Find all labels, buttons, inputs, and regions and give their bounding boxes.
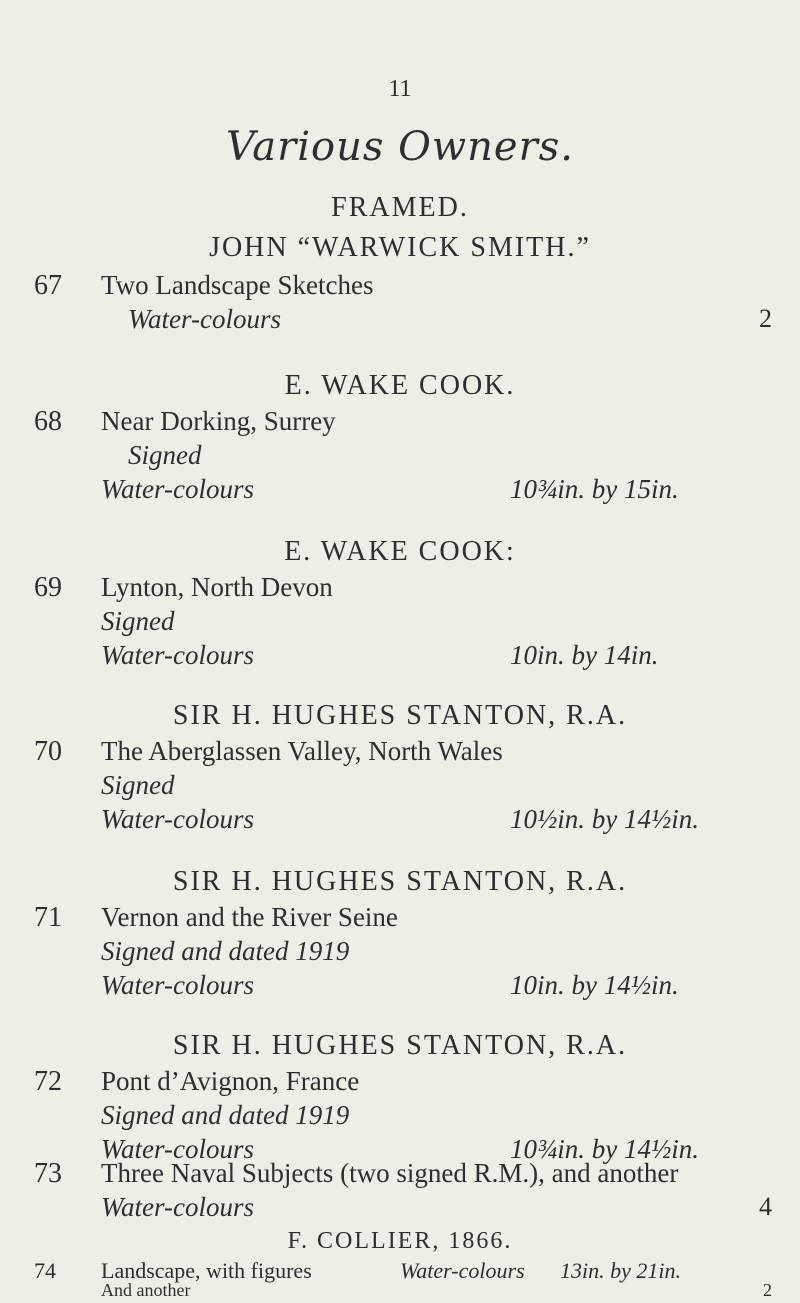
lot-note: Signed and dated 1919 bbox=[101, 1100, 350, 1130]
artist-heading: E. WAKE COOK: bbox=[284, 536, 516, 567]
lot-title: The Aberglassen Valley, North Wales bbox=[101, 736, 503, 766]
lot-note: Signed bbox=[101, 606, 175, 636]
lot-note: Signed bbox=[101, 770, 175, 800]
lot-entry bbox=[0, 736, 800, 834]
lot-medium: Water-colours bbox=[400, 1258, 525, 1283]
lot-title: Lynton, North Devon bbox=[101, 572, 333, 602]
lot-number: 67 bbox=[34, 270, 62, 301]
lot-number: 69 bbox=[34, 572, 62, 603]
lot-number: 73 bbox=[34, 1158, 62, 1189]
artist-heading: SIR H. HUGHES STANTON, R.A. bbox=[172, 1030, 628, 1061]
lot-dimensions: 10¾in. by 15in. bbox=[510, 474, 679, 504]
lot-dimensions: 10¾in. by 14½in. bbox=[510, 1134, 699, 1164]
page-number: 11 bbox=[388, 76, 412, 102]
artist-heading: SIR H. HUGHES STANTON, R.A. bbox=[172, 866, 628, 897]
lot-number: 68 bbox=[34, 406, 62, 437]
lot-entry bbox=[0, 1258, 800, 1300]
lot-note: Signed bbox=[128, 440, 202, 470]
lot-medium: Water-colours bbox=[128, 304, 281, 334]
lot-medium: Water-colours bbox=[101, 474, 254, 504]
lot-medium: Water-colours bbox=[101, 970, 254, 1000]
artist-heading: E. WAKE COOK. bbox=[284, 370, 516, 401]
lot-title: Near Dorking, Surrey bbox=[101, 406, 336, 436]
artist-heading: JOHN “WARWICK SMITH.” bbox=[209, 232, 591, 263]
lot-title: Two Landscape Sketches bbox=[101, 270, 374, 300]
lot-title: Pont d’Avignon, France bbox=[101, 1066, 360, 1096]
lot-entry bbox=[0, 572, 800, 670]
lot-quantity: 4 bbox=[759, 1192, 772, 1221]
artist-heading: F. COLLIER, 1866. bbox=[287, 1228, 513, 1254]
lot-quantity: 2 bbox=[763, 1280, 772, 1300]
lot-dimensions: 13in. by 21in. bbox=[560, 1258, 681, 1283]
lot-extra: And another bbox=[101, 1280, 191, 1300]
lot-dimensions: 10in. by 14in. bbox=[510, 640, 659, 670]
lot-medium: Water-colours bbox=[101, 640, 254, 670]
lot-medium: Water-colours bbox=[101, 1192, 254, 1222]
lot-number: 71 bbox=[34, 902, 62, 933]
section-subtitle: FRAMED. bbox=[331, 192, 469, 223]
lot-dimensions: 10in. by 14½in. bbox=[510, 970, 679, 1000]
lot-entry bbox=[0, 1158, 800, 1222]
lot-medium: Water-colours bbox=[101, 804, 254, 834]
lot-note: Signed and dated 1919 bbox=[101, 936, 350, 966]
lot-title: Landscape, with figures bbox=[101, 1258, 312, 1283]
lot-number: 74 bbox=[34, 1258, 56, 1283]
artist-heading: SIR H. HUGHES STANTON, R.A. bbox=[172, 700, 628, 731]
lot-quantity: 2 bbox=[759, 304, 772, 333]
lot-dimensions: 10½in. by 14½in. bbox=[510, 804, 699, 834]
lot-medium: Water-colours bbox=[101, 1134, 254, 1164]
lot-entry bbox=[0, 902, 800, 1000]
lot-title: Three Naval Subjects (two signed R.M.), and another bbox=[101, 1158, 679, 1188]
lot-entry bbox=[0, 270, 800, 334]
lot-title: Vernon and the River Seine bbox=[101, 902, 398, 932]
lot-entry bbox=[0, 1066, 800, 1164]
lot-entry bbox=[0, 406, 800, 504]
lot-number: 72 bbox=[34, 1066, 62, 1097]
lot-number: 70 bbox=[34, 736, 62, 767]
page-title: Various Owners. bbox=[226, 124, 574, 170]
